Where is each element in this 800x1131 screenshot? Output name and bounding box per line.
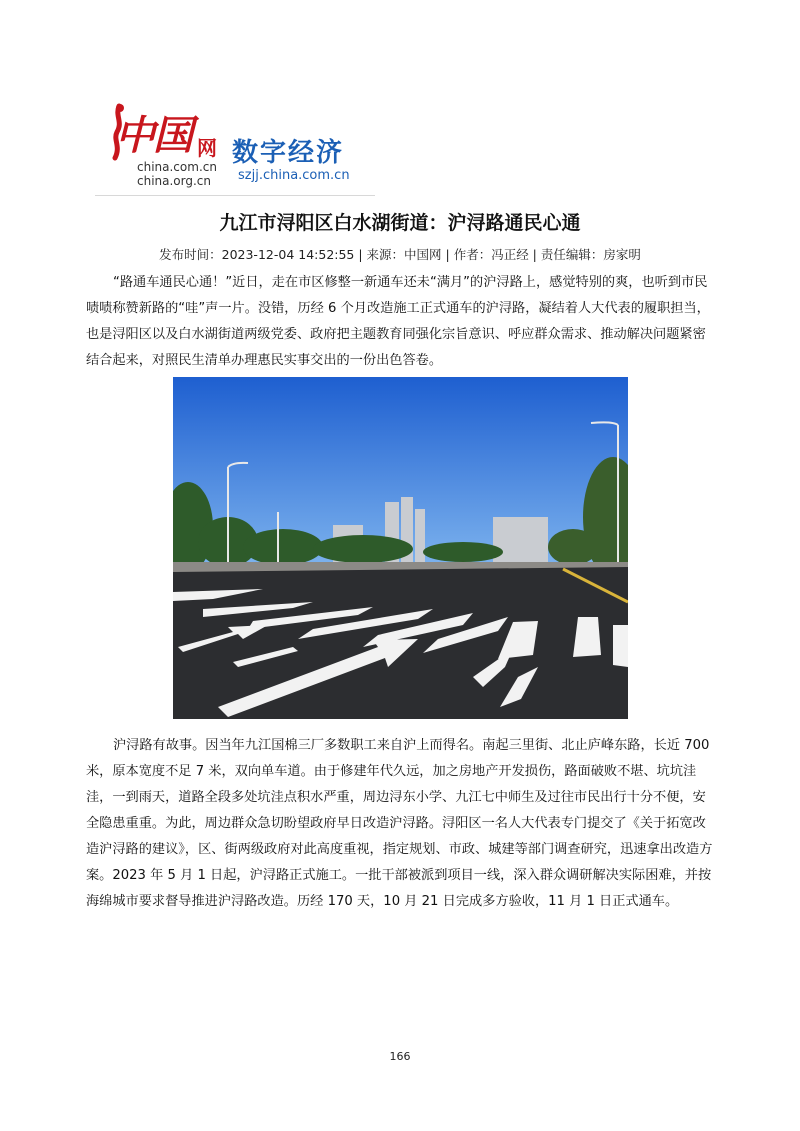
road-photo-graphic xyxy=(173,377,628,719)
china-net-logo[interactable] xyxy=(97,102,217,162)
article-paragraph-1: “路通车通民心通！”近日，走在市区修整一新通车还未“满月”的沪浔路上，感觉特别的爽，也听到市民啧啧称赞新路的“哇”声一片。没错，历经 6 个月改造施工正式通车的沪浔路，凝结着人大代表的履职担当，也是浔阳区以及白水湖街道两级党委、政府把主题教育同强化宗旨意识、呼应群众需求、推动解决问题紧密结合起来，对照民生清单办理惠民实事交出的一份出色答卷。 xyxy=(86,275,710,368)
road-photo xyxy=(173,377,628,719)
article-meta: 发布时间：2023-12-04 14:52:55 | 来源：中国网 | 作者：冯正经 | 责任编辑：房家明 xyxy=(159,247,641,262)
logo-cn-text: 中国 xyxy=(115,112,191,159)
channel-domain: szjj.china.com.cn xyxy=(238,168,350,183)
logo-domain-org: china.org.cn xyxy=(137,174,212,188)
article-paragraph-2: 沪浔路有故事。因当年九江国棉三厂多数职工来自沪上而得名。南起三里街、北止庐峰东路，长近 700 米，原本宽度不足 7 米，双向单车道。由于修建年代久远，加之房地产开发损伤，路面破败不堪、坑坑洼洼，一到雨天，道路全段多处坑洼点积水严重，周边浔东小学、九江七中师生及过往市民出行十分不便，安全隐患重重。为此，周边群众急切盼望政府早日改造沪浔路。浔阳区一名人大代表专门提交了《关于拓宽改造沪浔路的建议》，区、街两级政府对此高度重视，指定规划、市政、城建等部门调查研究，迅速拿出改造方案。2023 年 5 月 1 日起，沪浔路正式施工。一批干部被派到项目一线，深入群众调研解决实际困难，并按海绵城市要求督导推进沪浔路改造。历经 170 天，10 月 21 日完成多方验收，11 月 1 日正式通车。 xyxy=(86,738,713,909)
logo-domain-cn: china.com.cn xyxy=(137,160,217,174)
site-header xyxy=(95,100,375,196)
channel-logo[interactable]: 数字经济 xyxy=(232,138,345,168)
article-title: 九江市浔阳区白水湖街道：沪浔路通民心通 xyxy=(219,212,581,234)
page-number: 166 xyxy=(389,1050,411,1063)
logo-wang-text: 网 xyxy=(197,136,217,160)
